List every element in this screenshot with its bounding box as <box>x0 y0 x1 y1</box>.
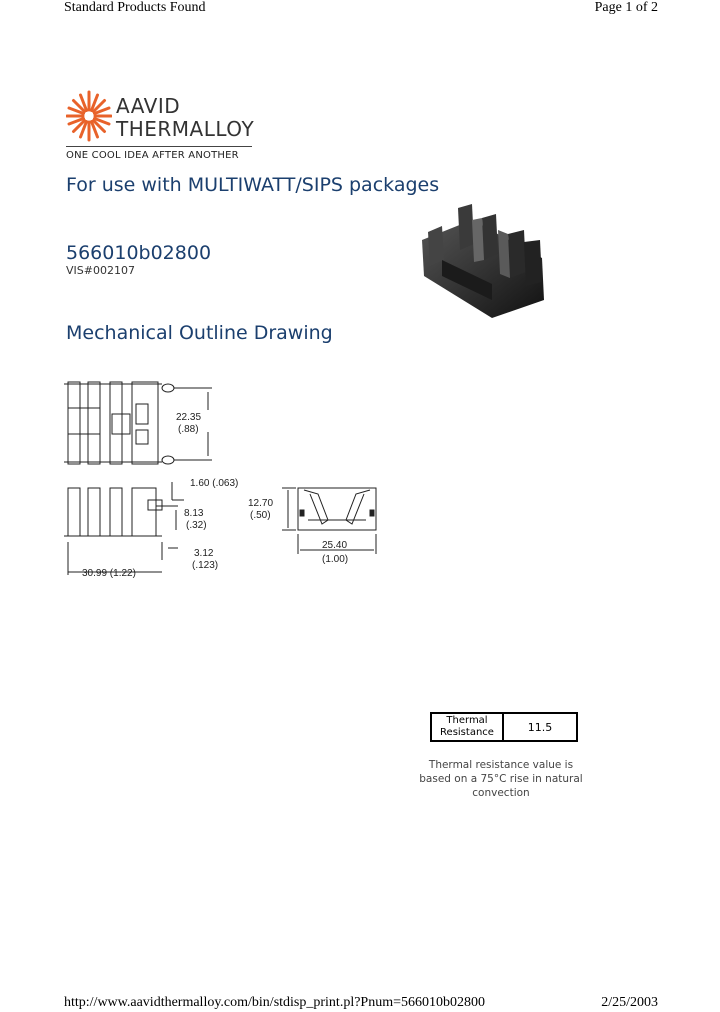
logo-wordmark-line1: AAVID <box>116 94 181 118</box>
company-logo <box>66 88 266 166</box>
thermal-label-line2: Resistance <box>440 727 494 738</box>
thermal-resistance-table <box>430 712 578 742</box>
dim-end-height-in: (.50) <box>250 510 271 521</box>
dim-tab: 1.60 (.063) <box>190 478 239 489</box>
dim-height-top-in: (.88) <box>178 424 199 435</box>
package-headline: For use with MULTIWATT/SIPS packages <box>66 174 440 196</box>
logo-wordmark-line2: THERMALLOY <box>116 117 255 141</box>
page-indicator: Page 1 of 2 <box>594 0 658 15</box>
part-number: 566010b02800 <box>66 242 212 264</box>
section-title: Mechanical Outline Drawing <box>66 322 333 344</box>
table-row <box>431 713 577 741</box>
dim-gap-in: (.123) <box>192 560 219 571</box>
heatsink-product-photo <box>412 200 552 322</box>
logo-tagline: ONE COOL IDEA AFTER ANOTHER <box>66 150 239 161</box>
dim-offset-in: (.32) <box>186 520 207 531</box>
starburst-logo-icon <box>66 88 112 144</box>
dim-gap: 3.12 <box>194 548 214 559</box>
thermal-value-cell: 11.5 <box>503 713 577 741</box>
dim-length: 30.99 (1.22) <box>82 568 136 579</box>
thermal-note: Thermal resistance value is based on a 75°C rise in natural convection <box>419 759 583 799</box>
logo-divider <box>66 146 252 147</box>
header-left: Standard Products Found <box>64 0 206 15</box>
vis-number: VIS#002107 <box>66 264 135 277</box>
dim-offset: 8.13 <box>184 508 204 519</box>
footer-date: 2/25/2003 <box>601 995 658 1010</box>
dim-height-top: 22.35 <box>176 412 202 423</box>
thermal-label-cell <box>431 713 503 741</box>
mechanical-outline-drawing <box>60 370 390 585</box>
dim-width: 25.40 <box>322 540 348 551</box>
dim-end-height: 12.70 <box>248 498 274 509</box>
dim-width-in: (1.00) <box>322 554 349 565</box>
thermal-label-line1: Thermal <box>446 715 488 726</box>
footer-url: http://www.aavidthermalloy.com/bin/stdisp_print.pl?Pnum=566010b02800 <box>64 995 485 1010</box>
